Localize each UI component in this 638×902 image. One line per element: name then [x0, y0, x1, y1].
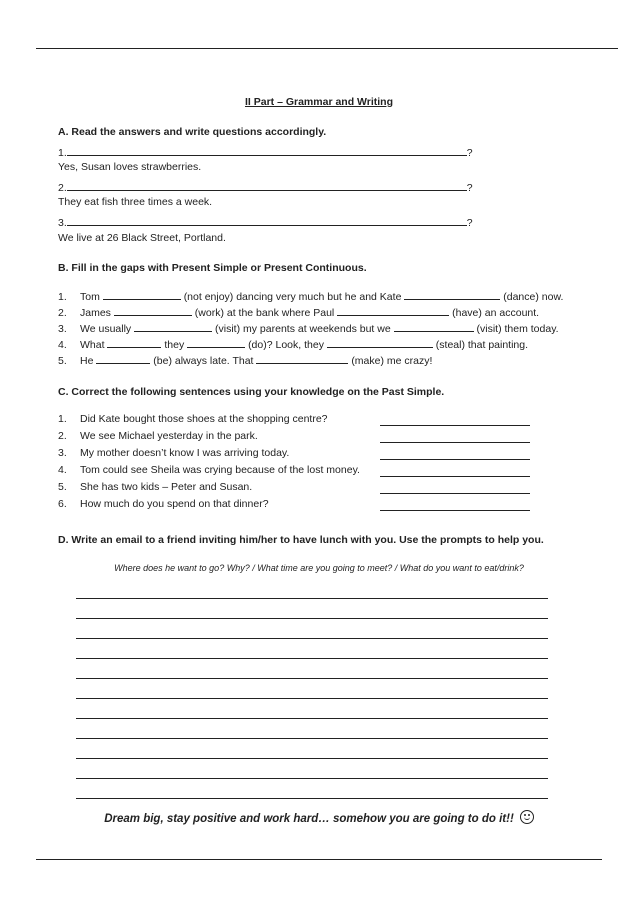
writing-line[interactable] [76, 798, 548, 799]
section-c-item [58, 464, 360, 476]
section-b-item [58, 290, 563, 303]
bottom-rule [36, 859, 602, 860]
sentence: How much do you spend on that dinner? [80, 498, 269, 510]
question-mark: ? [466, 182, 473, 194]
sentence: My mother doesn’t know I was arriving today. [80, 447, 290, 459]
question-mark: ? [466, 147, 473, 159]
writing-line[interactable] [76, 618, 548, 619]
sentence: Tom could see Sheila was crying because of the lost money. [80, 464, 360, 476]
item-number: 1. [58, 291, 67, 303]
section-a-answer: They eat fish three times a week. [58, 196, 213, 208]
text-part: (not enjoy) dancing very much but he and Kate [183, 291, 402, 303]
motto [0, 810, 638, 825]
text-part: We usually [80, 323, 132, 335]
item-number: 1. [58, 147, 67, 159]
correction-blank[interactable] [380, 476, 530, 477]
answer-blank[interactable] [67, 146, 467, 156]
page-title: II Part – Grammar and Writing [244, 96, 393, 108]
sentence: We see Michael yesterday in the park. [80, 430, 258, 442]
correction-blank[interactable] [380, 510, 530, 511]
section-a-answer: We live at 26 Black Street, Portland. [58, 232, 226, 244]
section-c-item [58, 481, 252, 493]
section-b-item [58, 322, 559, 335]
item-number: 3. [58, 217, 67, 229]
answer-blank[interactable] [337, 306, 449, 316]
answer-blank[interactable] [394, 322, 474, 332]
text-part: (make) me crazy! [351, 355, 433, 367]
writing-line[interactable] [76, 738, 548, 739]
section-c-item [58, 413, 328, 425]
item-number: 1. [58, 413, 67, 425]
writing-prompts: Where does he want to go? Why? / What time are you going to meet? / What do you want to eat/drink? [114, 563, 524, 573]
section-a-heading: A. Read the answers and write questions accordingly. [58, 126, 327, 138]
motto-text: Dream big, stay positive and work hard… somehow you are going to do it!! [104, 813, 514, 825]
answer-blank[interactable] [256, 354, 348, 364]
sentence: Did Kate bought those shoes at the shopping centre? [80, 413, 328, 425]
section-c-item [58, 498, 269, 510]
correction-blank[interactable] [380, 493, 530, 494]
answer-blank[interactable] [67, 181, 467, 191]
text-part: they [164, 339, 185, 351]
writing-line[interactable] [76, 658, 548, 659]
section-b-item [58, 338, 528, 351]
text-part: (work) at the bank where Paul [194, 307, 335, 319]
section-c-heading: C. Correct the following sentences using your knowledge on the Past Simple. [58, 386, 445, 398]
writing-line[interactable] [76, 678, 548, 679]
text-part: James [80, 307, 111, 319]
text-part: (dance) now. [503, 291, 564, 303]
text-part: (have) an account. [452, 307, 540, 319]
text-part: (be) always late. That [153, 355, 254, 367]
answer-blank[interactable] [327, 338, 433, 348]
writing-line[interactable] [76, 638, 548, 639]
writing-line[interactable] [76, 698, 548, 699]
section-a-item [58, 146, 473, 159]
answer-blank[interactable] [187, 338, 245, 348]
item-number: 6. [58, 498, 67, 510]
item-number: 2. [58, 307, 67, 319]
text-part: He [80, 355, 94, 367]
text-part: (do)? Look, they [248, 339, 324, 351]
answer-blank[interactable] [67, 216, 467, 226]
item-number: 2. [58, 182, 67, 194]
section-d-heading: D. Write an email to a friend inviting him/her to have lunch with you. Use the prompts to help you. [58, 534, 544, 546]
text-part: (visit) them today. [476, 323, 559, 335]
text-part: Tom [80, 291, 100, 303]
answer-blank[interactable] [404, 290, 500, 300]
section-b-item [58, 354, 432, 367]
section-c-item [58, 447, 289, 459]
section-a-item [58, 216, 473, 229]
text-part: (steal) that painting. [435, 339, 529, 351]
section-c-item [58, 430, 258, 442]
correction-blank[interactable] [380, 442, 530, 443]
question-mark: ? [466, 217, 473, 229]
answer-blank[interactable] [107, 338, 161, 348]
writing-line[interactable] [76, 758, 548, 759]
writing-line[interactable] [76, 718, 548, 719]
answer-blank[interactable] [114, 306, 192, 316]
item-number: 2. [58, 430, 67, 442]
top-rule [36, 48, 618, 49]
item-number: 4. [58, 339, 67, 351]
answer-blank[interactable] [134, 322, 212, 332]
answer-blank[interactable] [96, 354, 150, 364]
text-part: (visit) my parents at weekends but we [215, 323, 391, 335]
correction-blank[interactable] [380, 459, 530, 460]
correction-blank[interactable] [380, 425, 530, 426]
section-b-item [58, 306, 539, 319]
item-number: 4. [58, 464, 67, 476]
text-part: What [80, 339, 105, 351]
item-number: 3. [58, 323, 67, 335]
writing-line[interactable] [76, 778, 548, 779]
item-number: 5. [58, 481, 67, 493]
answer-blank[interactable] [103, 290, 181, 300]
item-number: 5. [58, 355, 67, 367]
section-a-item [58, 181, 473, 194]
smiley-icon [520, 810, 534, 824]
section-b-heading: B. Fill in the gaps with Present Simple or Present Continuous. [58, 262, 367, 274]
section-a-answer: Yes, Susan loves strawberries. [58, 161, 202, 173]
item-number: 3. [58, 447, 67, 459]
writing-line[interactable] [76, 598, 548, 599]
sentence: She has two kids – Peter and Susan. [80, 481, 253, 493]
